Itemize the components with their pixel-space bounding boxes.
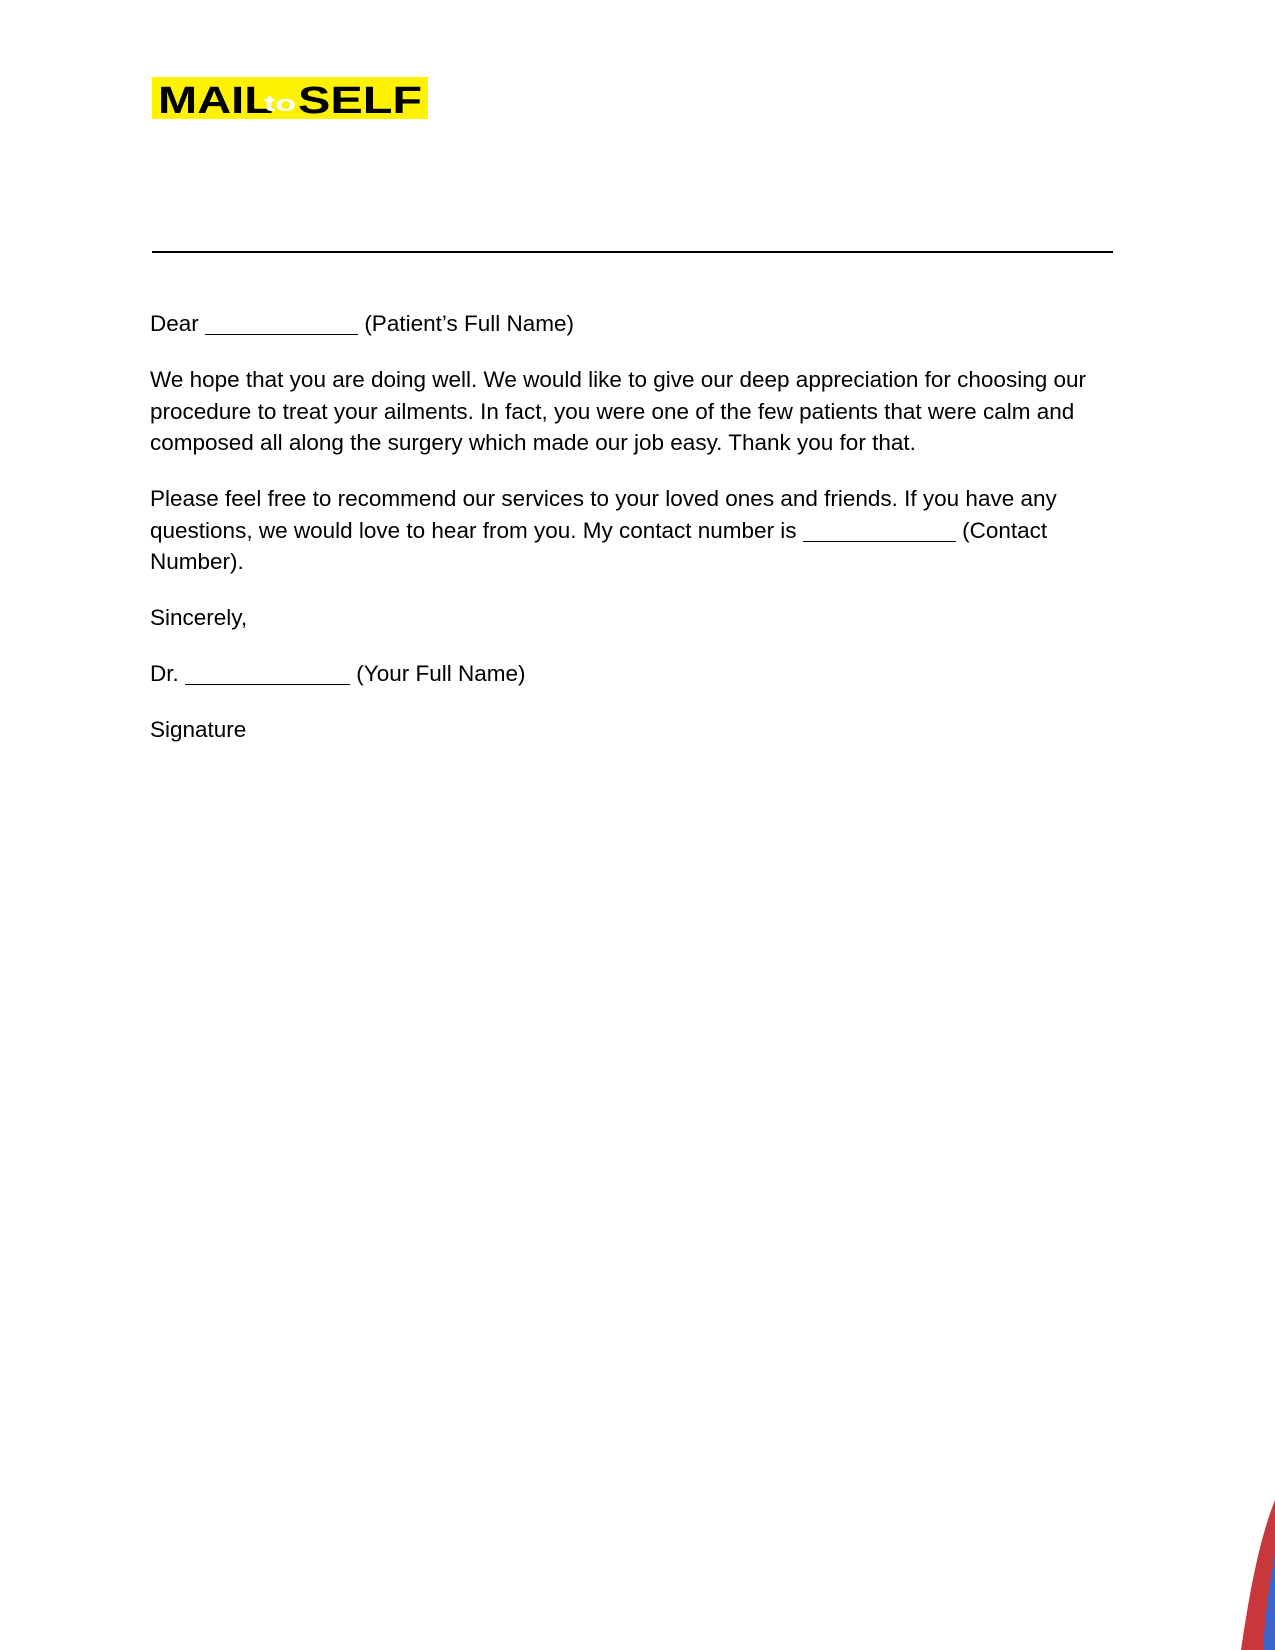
mail-to-self-logo <box>152 77 428 119</box>
paragraph-recommend-suffix: (Contact Number). <box>150 517 1048 574</box>
doctor-prefix: Dr. <box>150 661 179 686</box>
patient-name-blank <box>205 310 358 335</box>
paragraph-recommend <box>150 483 1120 578</box>
paragraph-recommend-text: Please feel free to recommend our services to your loved ones and friends. If you have any questions, we would love to hear from you. My contact number is <box>150 486 1057 543</box>
contact-number-blank <box>803 517 956 542</box>
salutation-prefix: Dear <box>150 311 199 336</box>
svg-text:to: to <box>264 91 296 116</box>
doctor-name-line <box>150 658 1120 690</box>
header-divider <box>152 251 1113 253</box>
salutation-line <box>150 308 1120 340</box>
closing: Sincerely, <box>150 605 248 630</box>
salutation-suffix: (Patient’s Full Name) <box>364 311 574 336</box>
paragraph-appreciation: We hope that you are doing well. We would like to give our deep appreciation for choosing our procedure to treat your ailments. In fact, you were one of the few patients that were calm and composed all along the surgery which made our job easy. Thank you for that. <box>150 367 1086 455</box>
corner-swoosh-decoration <box>1215 1500 1275 1650</box>
signature-label: Signature <box>150 717 247 742</box>
doctor-name-suffix: (Your Full Name) <box>356 661 526 686</box>
doctor-name-blank <box>185 660 350 685</box>
letter-body <box>150 308 1120 770</box>
svg-text:MAIL: MAIL <box>158 80 273 119</box>
svg-text:SELF: SELF <box>298 80 422 119</box>
logo-wordmark <box>152 77 428 119</box>
